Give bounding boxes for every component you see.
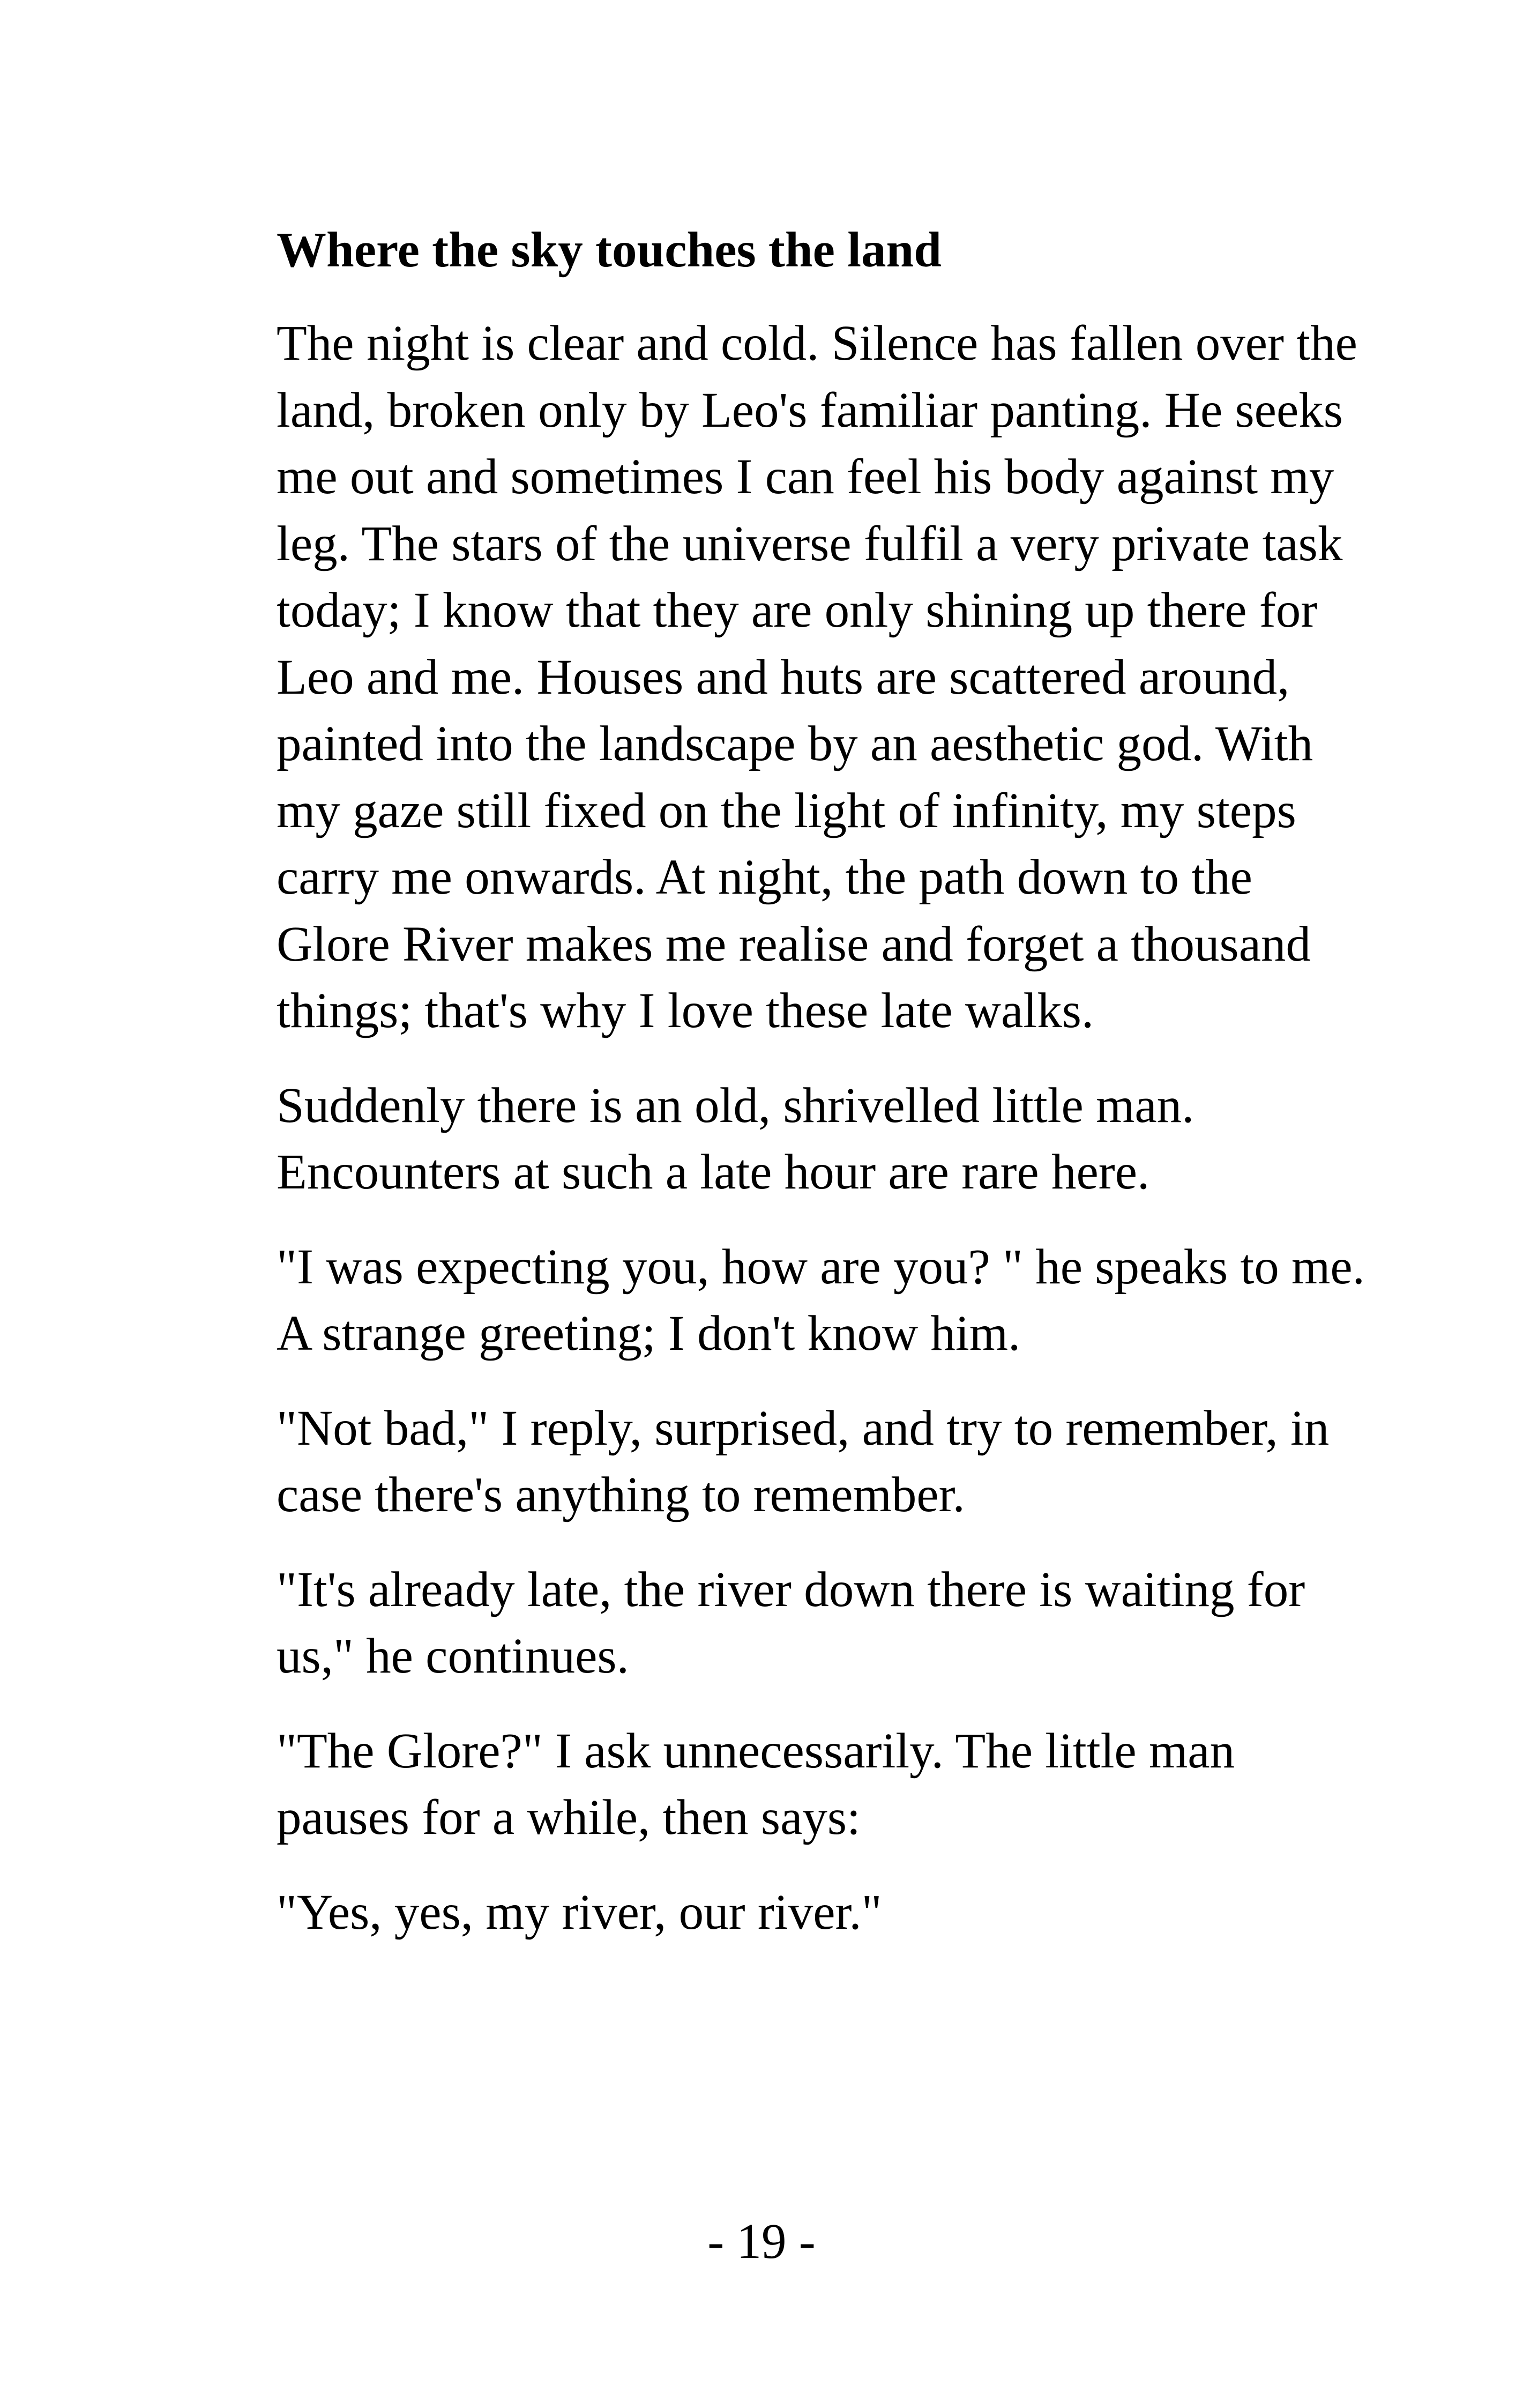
paragraph: "It's already late, the river down there is waiting for us," he continues. <box>277 1562 1305 1684</box>
paragraph: "Yes, yes, my river, our river." <box>277 1884 882 1940</box>
paragraph: "I was expecting you, how are you? " he speaks to me. A strange greeting; I don't know him. <box>277 1239 1365 1361</box>
page-text <box>277 217 1370 1974</box>
page-number: - 19 - <box>707 2214 816 2269</box>
paragraph: Suddenly there is an old, shrivelled little man. Encounters at such a late hour are rare here. <box>277 1077 1194 1200</box>
paragraph: The night is clear and cold. Silence has fallen over the land, broken only by Leo's familiar panting. He seeks me out and sometimes I can feel his body against my leg. The stars of the universe fulfil a very private task today; I know that they are only shining up there for Leo and me. Houses and huts are scattered around, painted into the landscape by an aesthetic god. With my gaze still fixed on the light of infinity, my steps carry me onwards. At night, the path down to the Glore River makes me realise and forget a thousand things; that's why I love these late walks. <box>277 316 1357 1038</box>
paragraph: "The Glore?" I ask unnecessarily. The little man pauses for a while, then says: <box>277 1723 1235 1845</box>
chapter-title: Where the sky touches the land <box>277 222 942 278</box>
paragraph: "Not bad," I reply, surprised, and try to remember, in case there's anything to remember. <box>277 1400 1330 1522</box>
